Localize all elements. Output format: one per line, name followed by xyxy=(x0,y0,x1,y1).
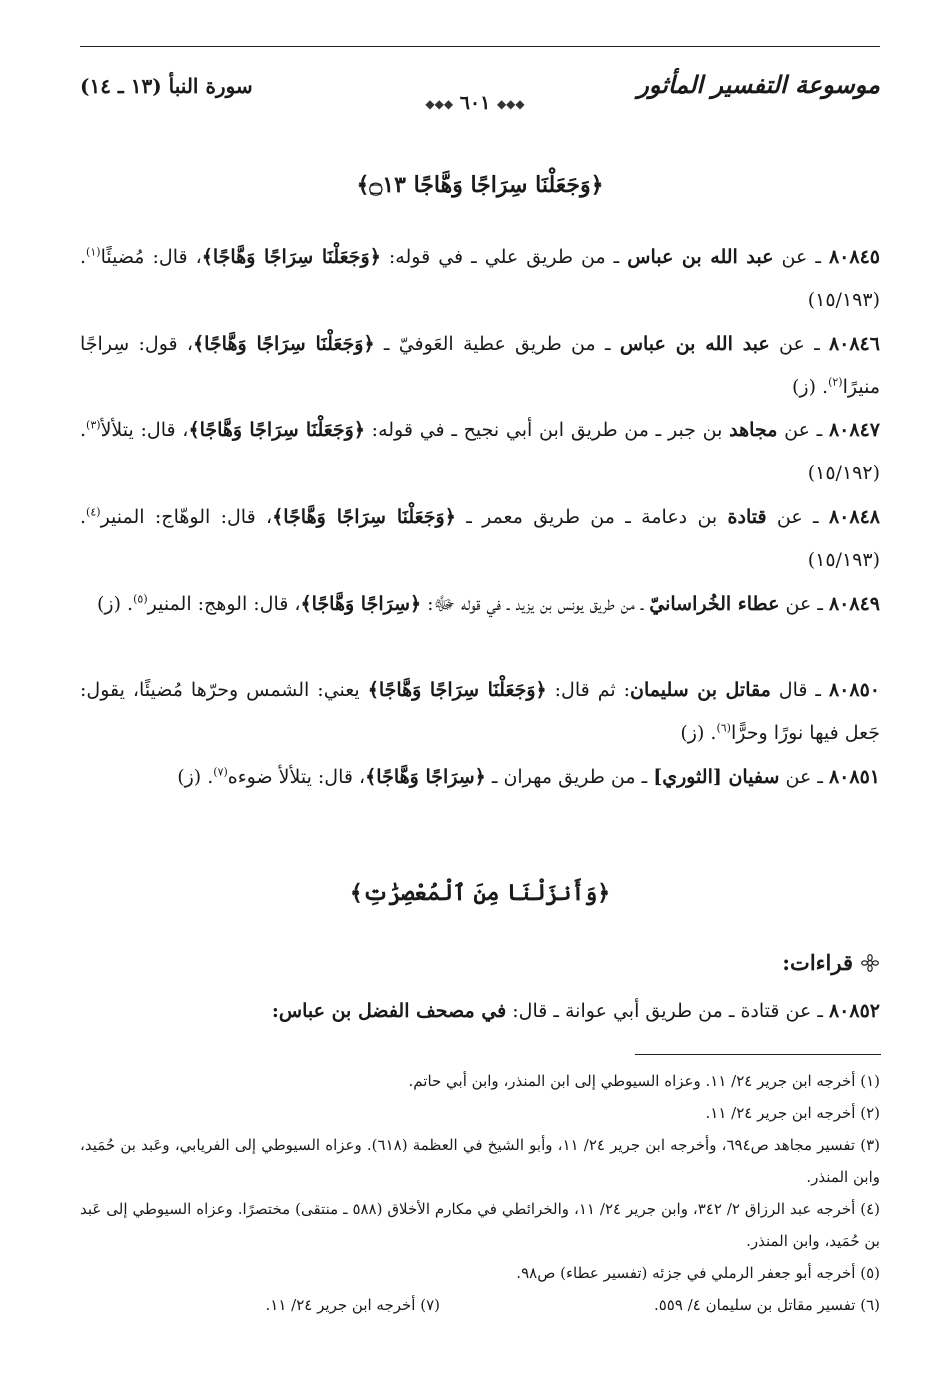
narrator-name: قتادة xyxy=(727,506,767,528)
verse-heading: ﴿وَجَعَلْنَا سِرَاجًا وَهَّاجًا ۝١٣﴾ xyxy=(356,172,604,198)
running-surah: سورة النبأ (١٣ ـ ١٤) xyxy=(80,74,253,98)
section-title xyxy=(782,950,879,975)
narration-number: ٨٠٨٥٢ xyxy=(828,1000,880,1022)
footnote-ref: (٦) xyxy=(716,721,731,735)
footnote: (٧) أخرجه ابن جرير ٢٤/ ١١. xyxy=(265,1296,440,1314)
narration xyxy=(80,756,880,799)
narration xyxy=(80,496,880,582)
ornament-right-icon: ◆◆◆ xyxy=(425,97,454,111)
narration-number: ٨٠٨٤٩ xyxy=(828,593,880,615)
narration-text: بن جبر ـ من طريق ابن أبي نجيح ـ في قوله: xyxy=(364,419,730,441)
narration-text: ـ عن قتادة ـ من طريق أبي عوانة ـ قال: xyxy=(506,1000,829,1022)
narration xyxy=(80,236,880,322)
verse-heading: ﴿وَأَنزَلْنَا مِنَ ٱلْمُعْصِرَٰتِ﴾ xyxy=(349,880,611,906)
footnote-ref: (٣) xyxy=(86,418,101,432)
quran-quote: ﴿سِرَاجًا وَهَّاجًا﴾ xyxy=(300,593,422,615)
narrator-name: مقاتل بن سليمان xyxy=(630,679,771,701)
footnote: (٦) تفسير مقاتل بن سليمان ٤/ ٥٥٩. xyxy=(653,1296,880,1314)
narration-text: ، قال: يتلألأ ضوءه xyxy=(227,766,366,788)
narration-source: . (١٥/١٩٢) xyxy=(80,419,880,484)
page-number-box xyxy=(375,92,575,118)
narration-number: ٨٠٨٤٨ xyxy=(828,506,880,528)
narration-text: ـ من طريق علي ـ في قوله: xyxy=(380,246,628,268)
footnote-ref: (٥) xyxy=(133,592,148,606)
narration xyxy=(80,409,880,495)
narration xyxy=(80,583,880,626)
narration-text: ـ عن xyxy=(779,766,829,788)
narration-bold-text: في مصحف الفضل بن عباس: xyxy=(271,1000,507,1022)
footnote-rule xyxy=(635,1054,881,1055)
running-title: موسوعة التفسير المأثور xyxy=(637,70,880,99)
quran-quote: ﴿وَجَعَلْنَا سِرَاجًا وَهَّاجًا﴾ xyxy=(188,419,365,441)
narration-text: ، قول: سِراجًا منيرًا xyxy=(80,333,880,398)
narration-number: ٨٠٨٤٦ xyxy=(828,333,880,355)
narration xyxy=(80,669,880,755)
footnote: (١) أخرجه ابن جرير ٢٤/ ١١. وعزاه السيوطي إلى ابن المنذر، وابن أبي حاتم. xyxy=(408,1072,880,1090)
narration-text: ـ من طريق يونس بن يزيد ـ في قوله ﷻ: xyxy=(421,593,650,615)
flower-icon xyxy=(861,954,879,972)
narrator-name: سفيان [الثوري] xyxy=(653,766,780,788)
footnote-ref: (٧) xyxy=(213,765,228,779)
page-number: ٦٠١ xyxy=(459,92,491,114)
footnote: (٥) أخرجه أبو جعفر الرملي في جزئه (تفسير عطاء) ص٩٨. xyxy=(516,1264,880,1282)
narrator-name: عطاء الخُراسانيّ xyxy=(649,593,780,615)
quran-quote: ﴿وَجَعَلْنَا سِرَاجًا وَهَّاجًا﴾ xyxy=(201,246,381,268)
ornament-left-icon: ◆◆◆ xyxy=(496,97,525,111)
footnote-ref: (١) xyxy=(86,245,101,259)
section-title-text: قراءات: xyxy=(782,950,853,975)
narrator-name: مجاهد xyxy=(729,419,778,441)
narrator-name: عبد الله بن عباس xyxy=(619,333,770,355)
narration-text: ـ قال xyxy=(770,679,829,701)
narration-text: ـ عن xyxy=(773,246,829,268)
narration-text: ـ من طريق مهران ـ xyxy=(485,766,654,788)
footnote-row xyxy=(80,1289,880,1321)
narration-source: . (١٥/١٩٣) xyxy=(80,246,880,311)
quran-quote: ﴿وَجَعَلْنَا سِرَاجًا وَهَّاجًا﴾ xyxy=(367,679,547,701)
footnote-ref: (٤) xyxy=(86,505,101,519)
footnote: (٢) أخرجه ابن جرير ٢٤/ ١١. xyxy=(705,1104,880,1122)
narrator-name: عبد الله بن عباس xyxy=(627,246,774,268)
narration-text: ـ عن xyxy=(769,333,829,355)
narration-text: ـ عن xyxy=(777,419,829,441)
narration-source: . (١٥/١٩٣) xyxy=(80,506,880,571)
quran-quote: ﴿سِرَاجًا وَهَّاجًا﴾ xyxy=(365,766,486,788)
narration-text: : ثم قال: xyxy=(546,679,631,701)
narration-number: ٨٠٨٤٥ xyxy=(828,246,880,268)
narration-number: ٨٠٨٥٠ xyxy=(828,679,880,701)
narration-text: ، قال: يتلألأ xyxy=(100,419,189,441)
narration-source: . (ز) xyxy=(97,593,134,615)
narration-text: ، قال: الوهّاج: المنير xyxy=(100,506,273,528)
narration xyxy=(80,323,880,409)
narration-number: ٨٠٨٥١ xyxy=(828,766,880,788)
narration-text: ، قال: مُضيئًا xyxy=(100,246,202,268)
narration-number: ٨٠٨٤٧ xyxy=(828,419,880,441)
footnote: (٣) تفسير مجاهد ص٦٩٤، وأخرجه ابن جرير ٢٤/ ١١، وأبو الشيخ في العظمة (٦١٨). وعزاه السيوطي إلى الفريابي، وعَبد بن حُمَيد، وابن المنذر. xyxy=(80,1136,881,1186)
narration-source: . (ز) xyxy=(680,722,717,744)
narration-text: بن دعامة ـ من طريق معمر ـ xyxy=(455,506,728,528)
narration-text: يعني: الشمس وحرّها مُضيئًا، يقول: جَعل فيها نورًا وحرًّا xyxy=(80,679,880,744)
narration-text: ، قال: الوهج: المنير xyxy=(147,593,301,615)
header-rule xyxy=(80,46,880,47)
footnote: (٤) أخرجه عبد الرزاق ٢/ ٣٤٢، وابن جرير ٢٤/ ١١، والخرائطي في مكارم الأخلاق (٥٨٨ ـ منتقى) مختصرًا. وعزاه السيوطي إلى عَبد بن حُمَيد، وابن المنذر. xyxy=(80,1200,880,1250)
narration-text: ـ عن xyxy=(766,506,829,528)
quran-quote: ﴿وَجَعَلْنَا سِرَاجًا وَهَّاجًا﴾ xyxy=(193,333,375,355)
narration-text: ـ عن xyxy=(779,593,829,615)
narration-source: . (ز) xyxy=(791,376,829,398)
quran-quote: ﴿وَجَعَلْنَا سِرَاجًا وَهَّاجًا﴾ xyxy=(272,506,456,528)
narration-source: . (ز) xyxy=(177,766,214,788)
footnote-ref: (٢) xyxy=(828,375,843,389)
narration xyxy=(80,990,880,1033)
narration-text: ـ من طريق عطية العَوفيّ ـ xyxy=(374,333,620,355)
